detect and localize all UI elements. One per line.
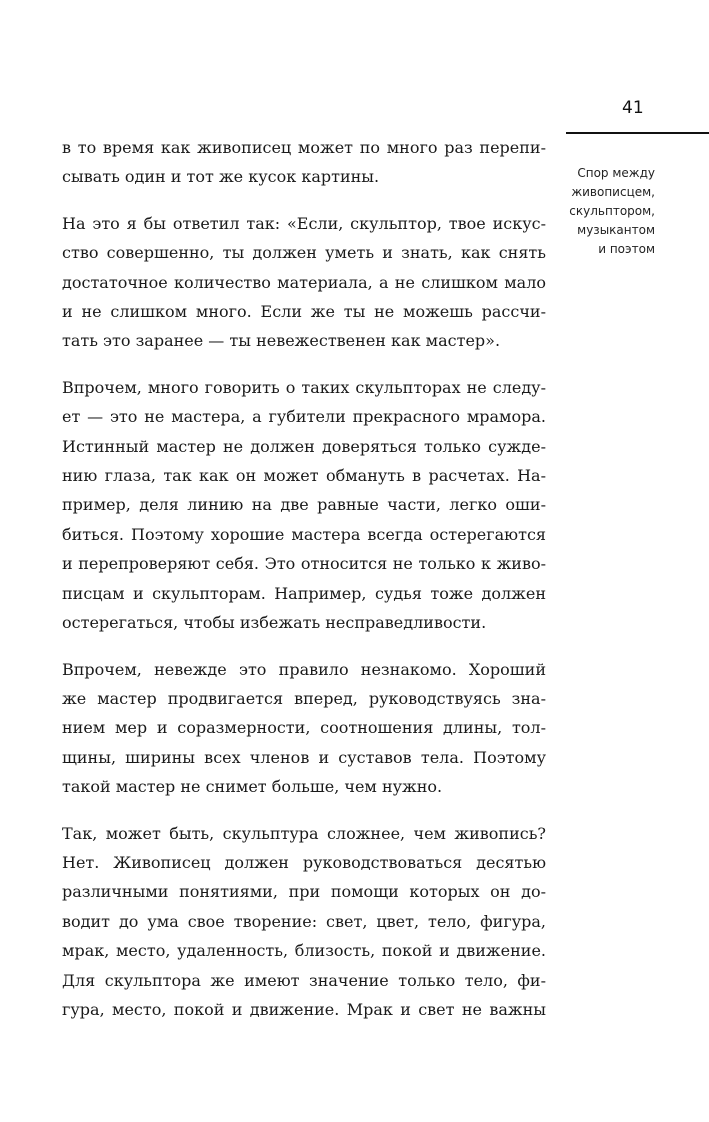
text-line: щины, ширины всех членов и суставов тела. Поэтому xyxy=(62,747,546,767)
text-line: такой мастер не снимет больше, чем нужно. xyxy=(62,777,443,797)
text-line: водит до ума свое творение: свет, цвет, тело, фигура, xyxy=(62,911,546,931)
text-line: Для скульптора же имеют значение только тело, фи- xyxy=(62,970,546,990)
sidenote xyxy=(548,164,655,259)
text-line: мрак, место, удаленность, близость, покой и движение. xyxy=(62,941,546,961)
text-line: биться. Поэтому хорошие мастера всегда остерегаются xyxy=(62,524,546,544)
text-line: различными понятиями, при помощи которых он до- xyxy=(62,882,546,902)
text-line: нию глаза, так как он может обмануть в расчетах. На- xyxy=(62,466,546,486)
text-line: Впрочем, невежде это правило незнакомо. Хороший xyxy=(62,659,546,679)
paragraph xyxy=(62,133,546,192)
text-line: гура, место, покой и движение. Мрак и свет не важны xyxy=(62,999,546,1019)
text-line: же мастер продвигается вперед, руководствуясь зна- xyxy=(62,688,546,708)
text-line: остерегаться, чтобы избежать несправедливости. xyxy=(62,613,487,633)
text-line: Так, может быть, скульптура сложнее, чем живопись? xyxy=(62,823,546,843)
text-line: писцам и скульпторам. Например, судья тоже должен xyxy=(62,583,546,603)
text-line: пример, деля линию на две равные части, легко оши- xyxy=(62,495,546,515)
sidenote-line: живописцем, xyxy=(571,185,655,199)
sidenote-line: Спор между xyxy=(577,166,655,180)
paragraph xyxy=(62,373,546,638)
text-line: Впрочем, много говорить о таких скульпторах не следу- xyxy=(62,377,546,397)
text-line: На это я бы ответил так: «Если, скульптор, твое искус- xyxy=(62,213,546,233)
text-line: Истинный мастер не должен доверяться только сужде- xyxy=(62,436,546,456)
paragraph xyxy=(62,209,546,356)
sidenote-line: скульптором, xyxy=(569,204,655,218)
text-line: ет — это не мастера, а губители прекрасного мрамора. xyxy=(62,407,546,427)
text-line: Нет. Живописец должен руководствоваться десятью xyxy=(62,852,546,872)
text-line: и не слишком много. Если же ты не можешь рассчи- xyxy=(62,302,546,322)
text-line: и перепроверяют себя. Это относится не только к живо- xyxy=(62,554,546,574)
text-line: тать это заранее — ты невежественен как мастер». xyxy=(62,331,501,351)
body-text xyxy=(62,133,546,1041)
text-line: достаточное количество материала, а не слишком мало xyxy=(62,272,546,292)
text-line: ство совершенно, ты должен уметь и знать, как снять xyxy=(62,243,546,263)
text-line: сывать один и тот же кусок картины. xyxy=(62,167,380,187)
sidenote-line: музыкантом xyxy=(577,223,655,237)
paragraph xyxy=(62,819,546,1025)
sidenote-line: и поэтом xyxy=(598,242,655,256)
header-rule xyxy=(566,132,709,134)
paragraph xyxy=(62,655,546,802)
text-line: в то время как живописец может по много раз перепи- xyxy=(62,138,546,157)
page-number: 41 xyxy=(622,98,644,118)
text-line: нием мер и соразмерности, соотношения длины, тол- xyxy=(62,718,546,738)
